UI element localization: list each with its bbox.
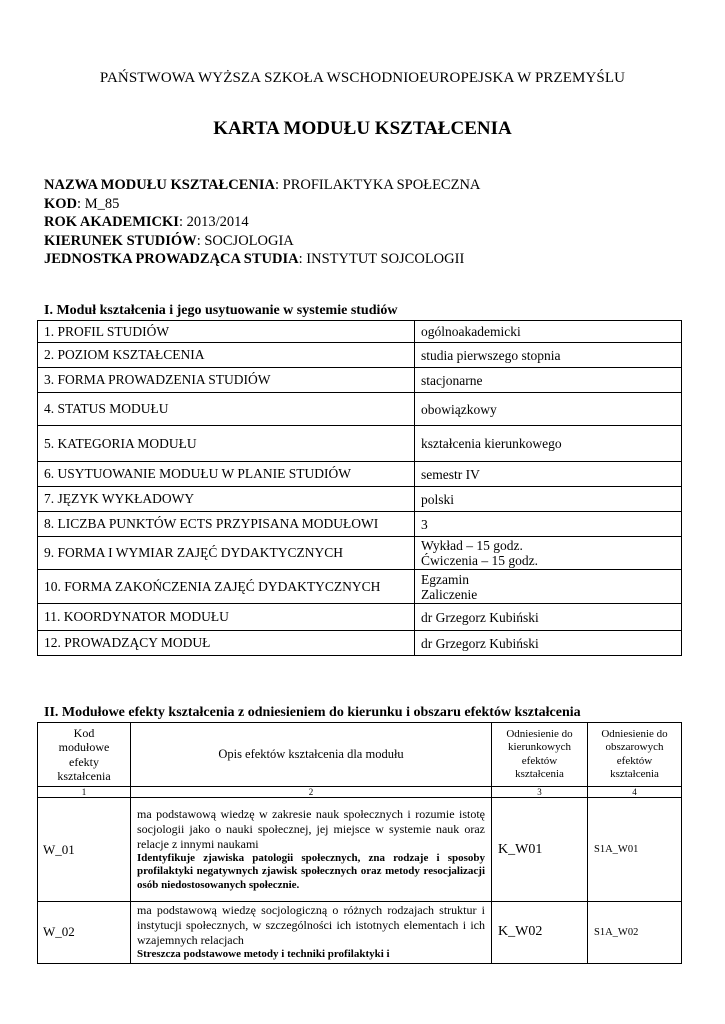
row-value: semestr IV xyxy=(415,462,682,487)
table-row xyxy=(38,462,682,487)
outcome-description-text: ma podstawową wiedzę socjologiczną o różnych rodzajach struktur i instytucji społecznych, w szczególności ich istotnych elementach i ich wzajemnych relacjach xyxy=(137,903,485,947)
header-area-ref-line: obszarowych xyxy=(605,741,664,753)
outcome-code: W_01 xyxy=(38,798,131,902)
row-value: ogólnoakademicki xyxy=(415,321,682,343)
meta-name-line: NAZWA MODUŁU KSZTAŁCENIA: PROFILAKTYKA SPOŁECZNA xyxy=(44,177,481,193)
row-label: 7. JĘZYK WYKŁADOWY xyxy=(38,487,415,512)
outcome-description xyxy=(131,798,492,902)
row-value: dr Grzegorz Kubiński xyxy=(415,631,682,656)
header-area-ref-line: efektów xyxy=(616,754,653,767)
row-label: 10. FORMA ZAKOŃCZENIA ZAJĘĆ DYDAKTYCZNYCH xyxy=(38,570,415,604)
outcome-description-text: ma podstawową wiedzę w zakresie nauk społecznych i rozumie istotę socjologii jako o nauki społecznej, jej miejsce w systemie nauk oraz relacje z innymi naukami xyxy=(137,806,485,851)
meta-field-line: KIERUNEK STUDIÓW: SOCJOLOGIA xyxy=(44,232,294,249)
meta-unit-line: JEDNOSTKA PROWADZĄCA STUDIA: INSTYTUT SOJCOLOGII xyxy=(44,251,465,267)
row-value: studia pierwszego stopnia xyxy=(415,343,682,368)
meta-year-label: ROK AKADEMICKI xyxy=(44,214,179,230)
row-value: kształcenia kierunkowego xyxy=(415,426,682,462)
meta-year-value: 2013/2014 xyxy=(186,214,249,230)
header-code-line: modułowe xyxy=(58,740,110,754)
row-label: 12. PROWADZĄCY MODUŁ xyxy=(38,631,415,656)
table-row xyxy=(38,537,682,570)
meta-field-label: KIERUNEK STUDIÓW xyxy=(44,232,197,249)
table-row xyxy=(38,368,682,393)
outcome-code: W_02 xyxy=(38,902,131,964)
row-value-line1: Wykład – 15 godz. xyxy=(421,538,523,553)
header-code-line: Kod xyxy=(73,725,95,740)
table-row xyxy=(38,902,682,964)
row-label: 4. STATUS MODUŁU xyxy=(38,393,415,426)
meta-unit-value: INSTYTUT SOJCOLOGII xyxy=(306,251,465,267)
outcome-description-bold: Streszcza podstawowe metody i techniki profilaktyki i xyxy=(137,948,390,960)
meta-name-value: PROFILAKTYKA SPOŁECZNA xyxy=(282,177,481,193)
header-field-ref-line: kształcenia xyxy=(515,768,564,780)
row-value: obowiązkowy xyxy=(415,393,682,426)
row-label: 11. KOORDYNATOR MODUŁU xyxy=(38,604,415,631)
row-label: 2. POZIOM KSZTAŁCENIA xyxy=(38,343,415,368)
column-numbers-row xyxy=(38,787,682,798)
meta-code-label: KOD xyxy=(44,195,78,212)
module-info-table xyxy=(37,320,682,656)
row-value: dr Grzegorz Kubiński xyxy=(415,604,682,631)
header-field-ref-line: efektów xyxy=(521,754,558,767)
header-field-ref-line: Odniesienie do xyxy=(506,727,573,740)
table-row xyxy=(38,570,682,604)
row-label: 1. PROFIL STUDIÓW xyxy=(38,321,415,343)
header-field-ref xyxy=(492,723,588,787)
row-label: 9. FORMA I WYMIAR ZAJĘĆ DYDAKTYCZNYCH xyxy=(38,537,415,570)
column-number: 3 xyxy=(492,787,588,798)
column-number: 2 xyxy=(131,787,492,798)
table-row xyxy=(38,604,682,631)
header-code-line: efekty xyxy=(69,754,99,769)
table-row xyxy=(38,487,682,512)
row-value: polski xyxy=(415,487,682,512)
field-outcome-ref: K_W01 xyxy=(492,798,588,902)
module-meta xyxy=(44,176,480,269)
table-row xyxy=(38,321,682,343)
row-value xyxy=(415,537,682,570)
row-value-line2: Zaliczenie xyxy=(421,586,478,602)
outcome-description xyxy=(131,902,492,964)
row-value: 3 xyxy=(415,512,682,537)
table-row xyxy=(38,343,682,368)
table-row xyxy=(38,631,682,656)
header-field-ref-line: kierunkowych xyxy=(508,741,571,753)
header-code xyxy=(38,723,131,787)
row-label: 6. USYTUOWANIE MODUŁU W PLANIE STUDIÓW xyxy=(38,462,415,487)
table-row xyxy=(38,393,682,426)
table-header-row xyxy=(38,723,682,787)
row-label: 3. FORMA PROWADZENIA STUDIÓW xyxy=(38,368,415,393)
field-outcome-ref: K_W02 xyxy=(492,902,588,964)
row-label: 8. LICZBA PUNKTÓW ECTS PRZYPISANA MODUŁOWI xyxy=(38,512,415,537)
university-name: PAŃSTWOWA WYŻSZA SZKOŁA WSCHODNIOEUROPEJSKA W PRZEMYŚLU xyxy=(99,70,626,86)
meta-code-line: KOD: M_85 xyxy=(44,195,120,212)
row-value-line2: Ćwiczenia – 15 godz. xyxy=(421,553,538,568)
row-value-line1: Egzamin xyxy=(421,571,469,587)
meta-year-line: ROK AKADEMICKI: 2013/2014 xyxy=(44,214,249,230)
table-row xyxy=(38,798,682,902)
header-area-ref-line: Odniesienie do xyxy=(601,727,668,740)
learning-outcomes-table xyxy=(37,722,682,964)
row-value: stacjonarne xyxy=(415,368,682,393)
meta-code-value: M_85 xyxy=(84,195,120,212)
meta-unit-label: JEDNOSTKA PROWADZĄCA STUDIA xyxy=(44,251,299,267)
area-outcome-ref: S1A_W02 xyxy=(588,902,682,964)
row-value xyxy=(415,570,682,604)
meta-name-label: NAZWA MODUŁU KSZTAŁCENIA xyxy=(44,177,275,193)
header-area-ref-line: kształcenia xyxy=(610,768,659,780)
header-code-line: kształcenia xyxy=(57,769,111,783)
outcome-description-bold: Identyfikuje zjawiska patologii społecznych, zna rodzaje i sposoby profilaktyki negatywnych zjawisk społecznych oraz metody resocjalizacji osób niedostosowanych społecznie. xyxy=(137,851,485,891)
area-outcome-ref: S1A_W01 xyxy=(588,798,682,902)
meta-field-value: SOCJOLOGIA xyxy=(204,232,294,249)
table-row xyxy=(38,512,682,537)
header-area-ref xyxy=(588,723,682,787)
column-number: 4 xyxy=(588,787,682,798)
row-label: 5. KATEGORIA MODUŁU xyxy=(38,426,415,462)
column-number: 1 xyxy=(38,787,131,798)
header-description: Opis efektów kształcenia dla modułu xyxy=(131,723,492,787)
table-row xyxy=(38,426,682,462)
section1-title: I. Moduł kształcenia i jego usytuowanie w systemie studiów xyxy=(44,303,398,318)
section2-title: II. Modułowe efekty kształcenia z odniesieniem do kierunku i obszaru efektów kształcenia xyxy=(44,705,581,720)
page-title: KARTA MODUŁU KSZTAŁCENIA xyxy=(213,118,512,139)
